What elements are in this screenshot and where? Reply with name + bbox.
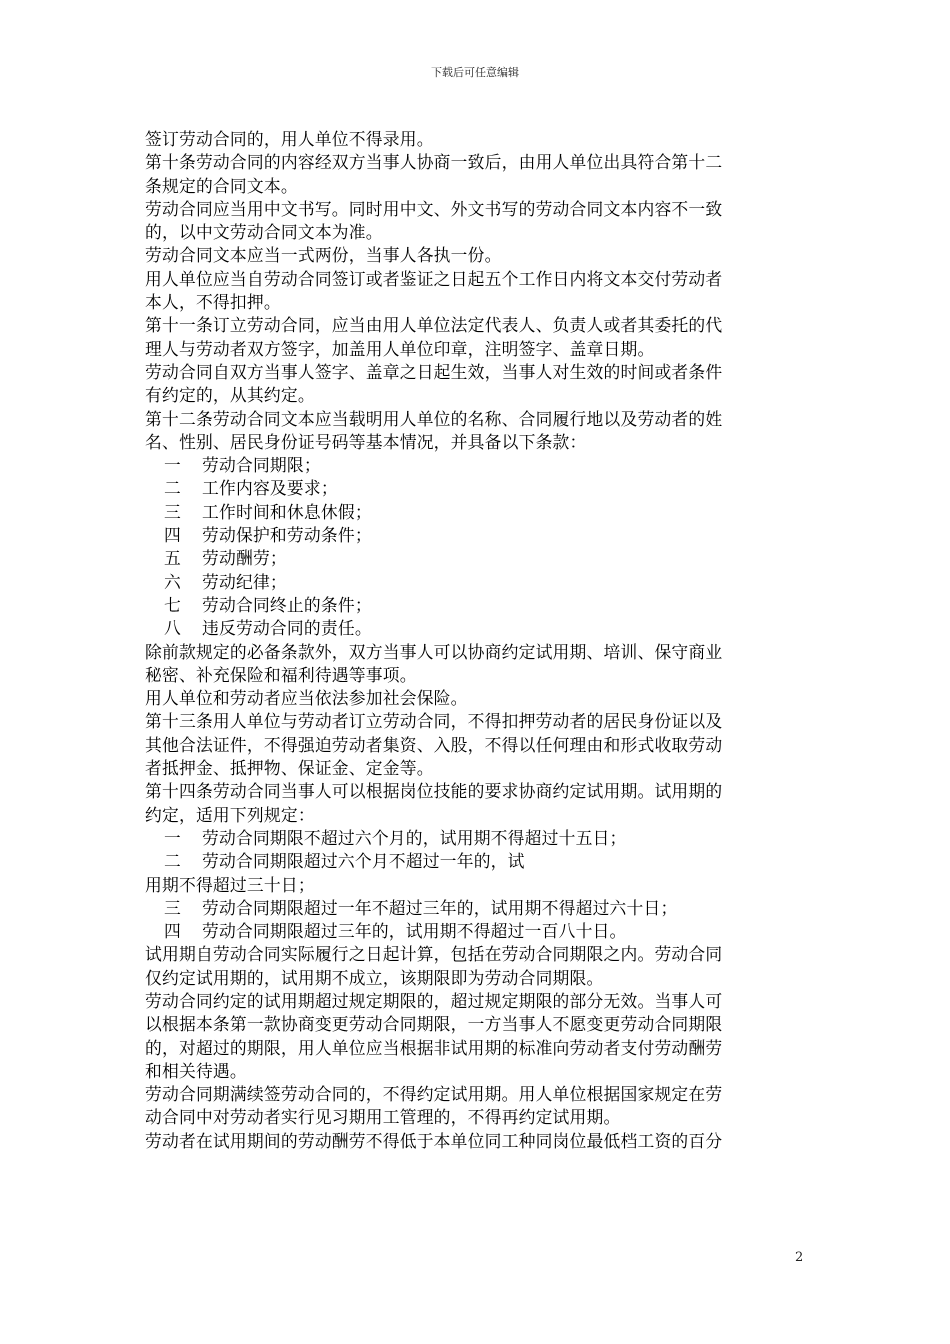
list-text: 劳动合同期限； (202, 455, 321, 476)
paragraph-line: 和相关待遇。 (145, 1060, 247, 1081)
list-number: 八 (164, 618, 181, 639)
paragraph-line: 的，对超过的期限，用人单位应当根据非试用期的标准向劳动者支付劳动酬劳 (145, 1037, 723, 1058)
list-number: 五 (164, 548, 181, 569)
list-item (145, 594, 809, 617)
paragraph-line: 理人与劳动者双方签字，加盖用人单位印章，注明签字、盖章日期。 (145, 338, 655, 359)
list-item (145, 617, 809, 640)
paragraph-line: 用人单位和劳动者应当依法参加社会保险。 (145, 688, 468, 709)
list-item (145, 920, 809, 943)
paragraph-line: 动合同中对劳动者实行见习期用工管理的，不得再约定试用期。 (145, 1107, 621, 1128)
list-item (145, 827, 809, 850)
list-text: 劳动合同期限超过六个月不超过一年的，试 (202, 851, 525, 872)
list-item (145, 897, 809, 920)
list-number: 一 (164, 455, 181, 476)
list-number: 三 (164, 897, 181, 918)
list-text: 劳动合同期限超过三年的，试用期不得超过一百八十日。 (202, 921, 627, 942)
list-item (145, 477, 809, 500)
paragraph-line: 的，以中文劳动合同文本为准。 (145, 222, 383, 243)
list-number: 二 (164, 478, 181, 499)
list-item (145, 571, 809, 594)
list-item-continuation: 用期不得超过三十日； (145, 874, 315, 895)
list-number: 七 (164, 594, 181, 615)
paragraph-line: 签订劳动合同的，用人单位不得录用。 (145, 129, 434, 149)
list-number: 六 (164, 571, 181, 592)
list-text: 工作时间和休息休假； (202, 501, 372, 522)
paragraph-line: 仅约定试用期的，试用期不成立，该期限即为劳动合同期限。 (145, 967, 604, 988)
paragraph-line: 第十三条用人单位与劳动者订立劳动合同，不得扣押劳动者的居民身份证以及 (145, 711, 723, 732)
paragraph-line: 劳动合同文本应当一式两份，当事人各执一份。 (145, 245, 502, 266)
paragraph-line: 第十条劳动合同的内容经双方当事人协商一致后，由用人单位出具符合第十二 (145, 152, 723, 173)
list-number: 三 (164, 501, 181, 522)
paragraph-line: 条规定的合同文本。 (145, 175, 298, 196)
paragraph-line: 第十一条订立劳动合同，应当由用人单位法定代表人、负责人或者其委托的代 (145, 315, 723, 336)
paragraph-line: 者抵押金、抵押物、保证金、定金等。 (145, 758, 434, 779)
list-text: 劳动合同期限不超过六个月的，试用期不得超过十五日； (202, 827, 627, 848)
page-header (0, 66, 950, 80)
list-number: 一 (164, 827, 181, 848)
paragraph-line: 有约定的，从其约定。 (145, 385, 315, 406)
paragraph-line: 除前款规定的必备条款外，双方当事人可以协商约定试用期、培训、保守商业 (145, 641, 723, 662)
paragraph-line: 其他合法证件，不得强迫劳动者集资、入股，不得以任何理由和形式收取劳动 (145, 734, 723, 755)
list-item (145, 547, 809, 570)
paragraph-line: 劳动合同应当用中文书写。同时用中文、外文书写的劳动合同文本内容不一致 (145, 198, 723, 219)
list-item (145, 850, 809, 873)
document-body (145, 128, 809, 1153)
list-text: 劳动保护和劳动条件； (202, 525, 372, 546)
list-number: 四 (164, 525, 181, 546)
paragraph-line: 劳动合同约定的试用期超过规定期限的，超过规定期限的部分无效。当事人可 (145, 990, 723, 1011)
list-number: 四 (164, 921, 181, 942)
header-text: 下载后可任意编辑 (431, 66, 519, 79)
paragraph-line: 本人，不得扣押。 (145, 292, 281, 313)
list-text: 劳动酬劳； (202, 548, 287, 569)
list-text: 劳动合同期限超过一年不超过三年的，试用期不得超过六十日； (202, 897, 678, 918)
paragraph-line: 第十四条劳动合同当事人可以根据岗位技能的要求协商约定试用期。试用期的 (145, 781, 723, 802)
paragraph-line: 劳动合同自双方当事人签字、盖章之日起生效，当事人对生效的时间或者条件 (145, 361, 723, 382)
paragraph-line: 试用期自劳动合同实际履行之日起计算，包括在劳动合同期限之内。劳动合同 (145, 944, 723, 965)
paragraph-line: 秘密、补充保险和福利待遇等事项。 (145, 664, 417, 685)
paragraph-line: 约定，适用下列规定： (145, 804, 315, 825)
list-number: 二 (164, 851, 181, 872)
paragraph-line: 劳动者在试用期间的劳动酬劳不得低于本单位同工种同岗位最低档工资的百分 (145, 1130, 723, 1151)
paragraph-line: 劳动合同期满续签劳动合同的，不得约定试用期。用人单位根据国家规定在劳 (145, 1084, 723, 1105)
list-item (145, 454, 809, 477)
list-item (145, 501, 809, 524)
list-text: 违反劳动合同的责任。 (202, 618, 372, 639)
paragraph-line: 第十二条劳动合同文本应当载明用人单位的名称、合同履行地以及劳动者的姓 (145, 408, 723, 429)
list-text: 劳动纪律； (202, 571, 287, 592)
list-item (145, 524, 809, 547)
list-text: 劳动合同终止的条件； (202, 594, 372, 615)
paragraph-line: 用人单位应当自劳动合同签订或者鉴证之日起五个工作日内将文本交付劳动者 (145, 268, 723, 289)
list-text: 工作内容及要求； (202, 478, 338, 499)
page-number: 2 (795, 1250, 804, 1265)
paragraph-line: 名、性别、居民身份证号码等基本情况，并具备以下条款： (145, 431, 587, 452)
paragraph-line: 以根据本条第一款协商变更劳动合同期限，一方当事人不愿变更劳动合同期限 (145, 1014, 723, 1035)
